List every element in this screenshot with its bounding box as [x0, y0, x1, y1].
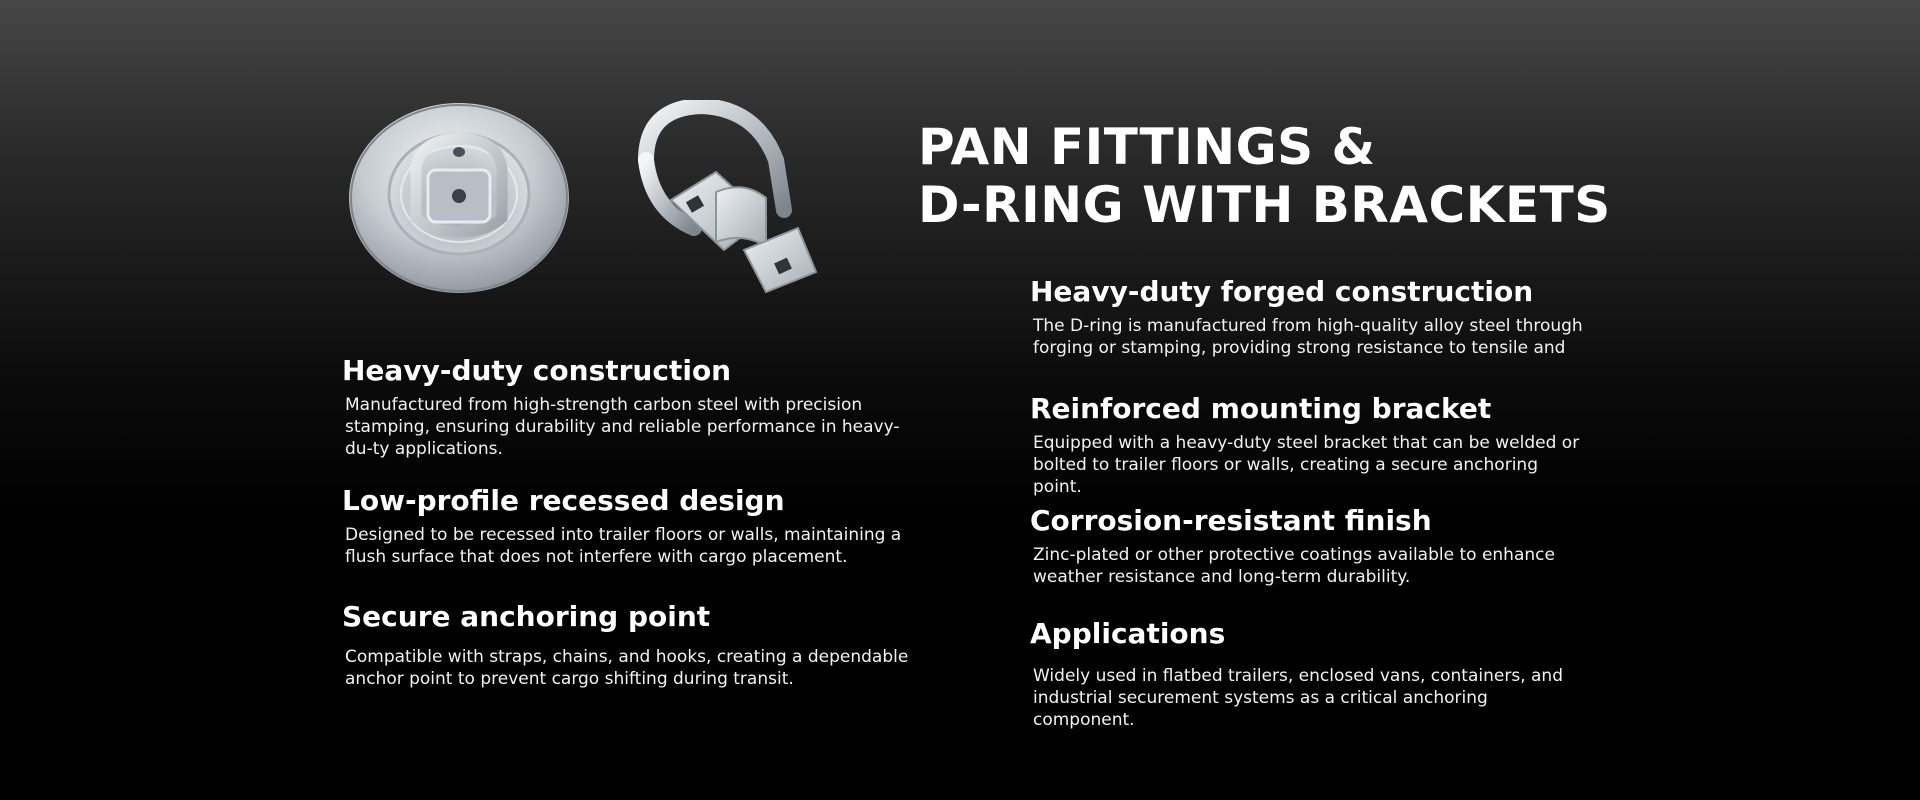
feature-description: Zinc-plated or other protective coatings available to enhance weather resistance and long-term durability. — [1033, 545, 1555, 587]
feature-description: Compatible with straps, chains, and hooks, creating a dependable anchor point to prevent cargo shifting during transit. — [345, 647, 909, 689]
feature-secure-anchoring-point — [342, 600, 926, 690]
feature-heavy-duty-construction — [342, 354, 926, 460]
feature-heading: Low-profile recessed design — [342, 484, 785, 517]
feature-heading: Heavy-duty forged construction — [1030, 275, 1534, 308]
feature-heading: Applications — [1030, 617, 1226, 650]
feature-description: Designed to be recessed into trailer floors or walls, maintaining a flush surface that does not interfere with cargo placement. — [345, 525, 902, 567]
pan-fitting-image — [346, 100, 572, 296]
feature-description: Manufactured from high-strength carbon steel with precision stamping, ensuring durability and reliable performance in heavy-du-ty applications. — [345, 395, 900, 459]
page-title — [918, 118, 1611, 234]
feature-heavy-duty-forged-construction — [1030, 275, 1590, 359]
d-ring-image — [616, 100, 832, 296]
feature-corrosion-resistant-finish — [1030, 504, 1590, 588]
title-line-2: D-RING WITH BRACKETS — [918, 176, 1611, 234]
feature-applications — [1030, 617, 1590, 731]
feature-description: The D-ring is manufactured from high-quality alloy steel through forging or stamping, providing strong resistance to tensile and — [1033, 316, 1583, 358]
feature-heading: Heavy-duty construction — [342, 354, 732, 387]
feature-description: Widely used in flatbed trailers, enclosed vans, containers, and industrial securement systems as a critical anchoring component. — [1033, 666, 1563, 730]
feature-heading: Reinforced mounting bracket — [1030, 392, 1492, 425]
feature-heading: Secure anchoring point — [342, 600, 711, 633]
feature-heading: Corrosion-resistant finish — [1030, 504, 1432, 537]
feature-description: Equipped with a heavy-duty steel bracket that can be welded or bolted to trailer floors or walls, creating a secure anchoring point. — [1033, 433, 1580, 497]
title-line-1: PAN FITTINGS & — [918, 118, 1376, 176]
feature-reinforced-mounting-bracket — [1030, 392, 1590, 498]
feature-low-profile-recessed-design — [342, 484, 926, 568]
